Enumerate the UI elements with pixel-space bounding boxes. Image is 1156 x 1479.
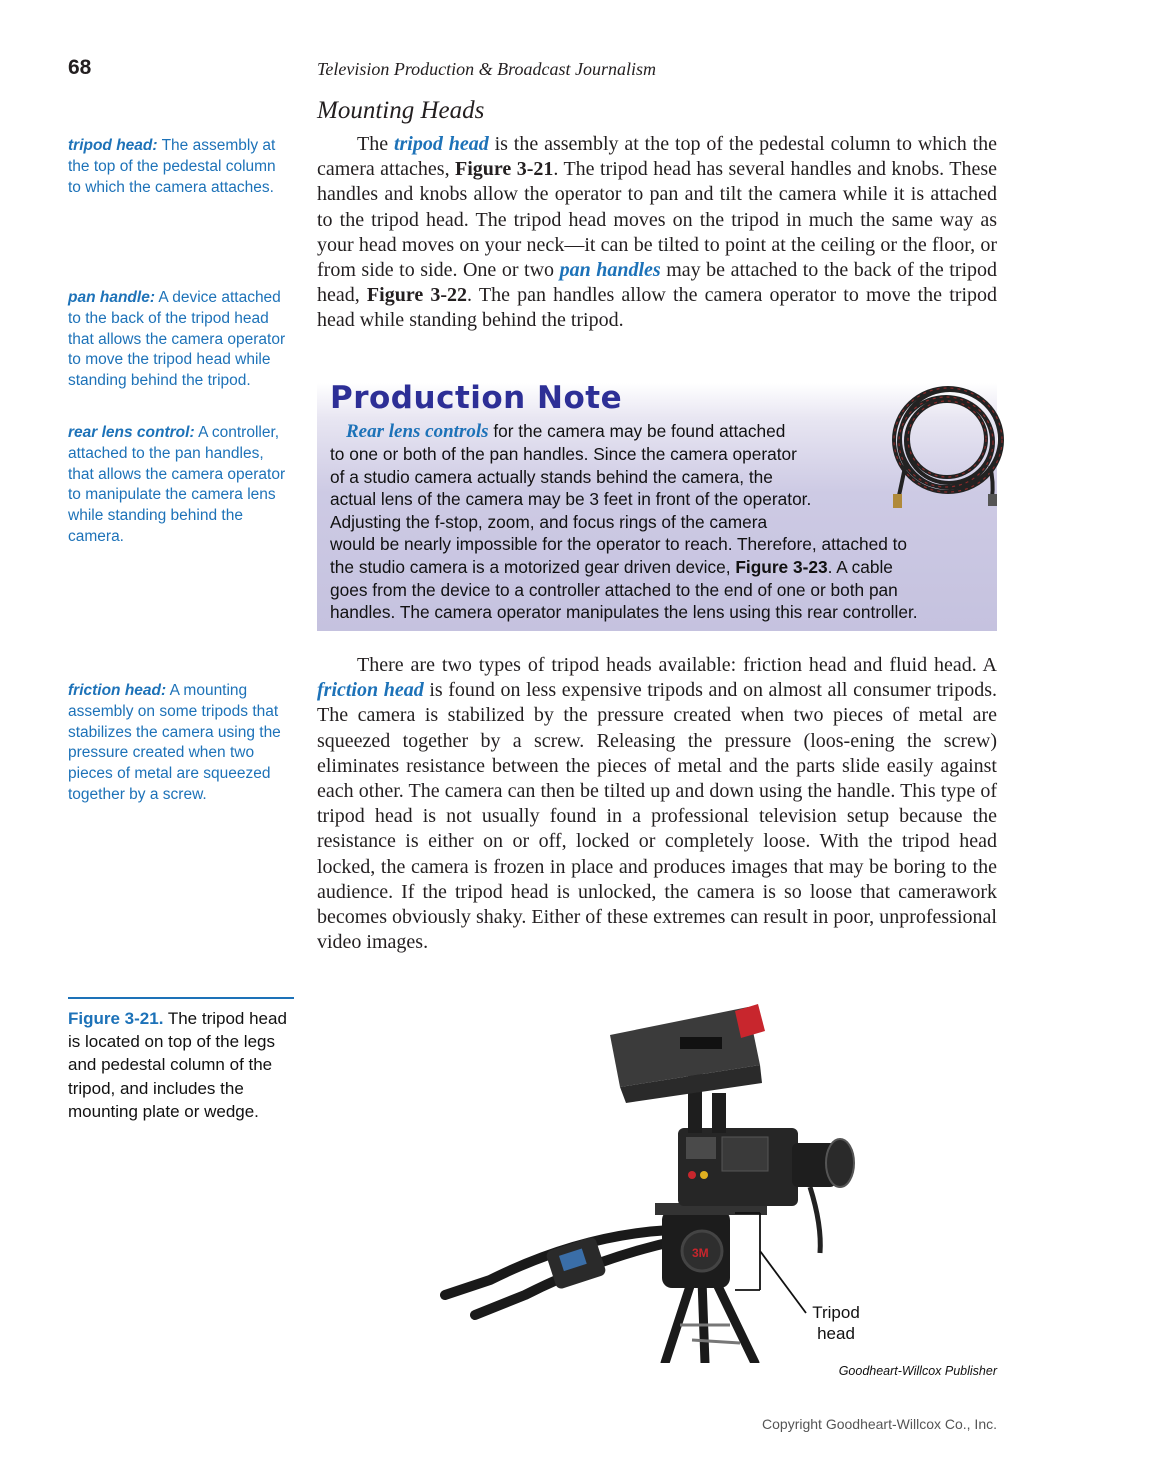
term-tripod-head: tripod head	[393, 133, 489, 155]
paragraph-mounting-heads	[317, 132, 997, 334]
note-line: handles. The camera operator manipulates the lens using this rear controller.	[330, 602, 918, 623]
figure-label: Figure 3-21.	[68, 1009, 164, 1028]
paragraph-text: . The pan handles allow the camera operator to move the tripod head while standing behind the tripod.	[317, 284, 997, 332]
camera-on-tripod-photo	[430, 995, 870, 1363]
note-line: actual lens of the camera may be 3 feet in front of the operator.	[330, 489, 812, 510]
note-line	[330, 556, 990, 579]
figure-caption-rule	[68, 997, 294, 999]
glossary-term: pan handle:	[68, 289, 155, 306]
paragraph-text: is found on less expensive tripods and on almost all consumer tripods. The camera is stabilized by the pressure created when two pieces of metal are squeezed together by a screw. Releasing the pressure (loos-ening the screw) eliminates resistance between the pieces of metal and the parts slide easily against each other. The camera can then be tilted up and down using the handle. This type of tripod head is not usually found in a professional television setup because the resistance is either on or off, locked or completely loose. With the tripod head locked, the camera is frozen in place and produces images that may be boring to the audience. If the tripod head is unlocked, the camera is so loose that camerawork becomes obviously shaky. Either of these extremes can result in poor, unprofessional video images.	[317, 679, 997, 954]
copyright-footer: Copyright Goodheart-Willcox Co., Inc.	[762, 1416, 997, 1432]
production-note-title: Production Note	[330, 380, 623, 416]
glossary-term: friction head:	[68, 682, 167, 699]
glossary-term: rear lens control:	[68, 424, 195, 441]
callout-line: head	[817, 1324, 855, 1343]
paragraph-text: There are two types of tripod heads available: friction head and fluid head. A	[357, 654, 997, 676]
paragraph-tripod-head-types	[317, 653, 997, 955]
production-note-text	[330, 420, 990, 624]
note-line-text: the studio camera is a motorized gear driven device,	[330, 556, 736, 577]
glossary-pan-handle	[68, 288, 286, 392]
section-heading: Mounting Heads	[317, 97, 485, 124]
svg-text:3M: 3M	[692, 1246, 709, 1260]
note-line: goes from the device to a controller attached to the end of one or both pan	[330, 579, 898, 600]
paragraph-text: . The tripod head has several handles and knobs. These handles and knobs allow the operator to pan and tilt the camera while it is attached to the tripod head. The tripod head moves on the tripod in much the same way as your head moves on your neck—it can be tilted to point at the ceiling or the floor, or from side to side. One or two	[317, 158, 997, 282]
paragraph-text: The	[357, 133, 394, 155]
term-rear-lens-controls: Rear lens controls	[346, 421, 489, 442]
glossary-rear-lens-control	[68, 423, 286, 548]
paragraph-text: may be attached to the back of the tripod head,	[317, 259, 997, 307]
figure-caption	[68, 1007, 294, 1123]
glossary-term: tripod head:	[68, 137, 158, 154]
note-line: of a studio camera actually stands behind the camera, the	[330, 466, 773, 487]
glossary-definition: A device attached to the back of the tripod head that allows the camera operator to move the tripod head while standing behind the tripod.	[68, 289, 286, 390]
note-line: would be nearly impossible for the operator to reach. Therefore, attached to	[330, 534, 908, 555]
glossary-friction-head	[68, 681, 286, 806]
paragraph-text: is the assembly at the top of the pedestal column to which the camera attaches,	[317, 133, 997, 181]
figure-ref-3-22: Figure 3-22	[366, 284, 468, 307]
term-friction-head: friction head	[317, 679, 424, 702]
note-line	[330, 420, 990, 443]
note-line: to one or both of the pan handles. Since the camera operator	[330, 444, 797, 464]
note-line-text: . A cable	[827, 556, 893, 577]
glossary-definition: A mounting assembly on some tripods that stabilizes the camera using the pressure created when two pieces of metal are squeezed together by a screw.	[68, 682, 281, 803]
note-line: Adjusting the f-stop, zoom, and focus rings of the camera	[330, 511, 768, 532]
figure-caption-text: The tripod head is located on top of the legs and pedestal column of the tripod, and includes the mounting plate or wedge.	[68, 1009, 287, 1121]
term-pan-handles: pan handles	[559, 259, 661, 282]
note-line-text: for the camera may be found attached	[488, 421, 786, 441]
glossary-tripod-head	[68, 136, 286, 198]
figure-ref-3-23: Figure 3-23	[735, 556, 828, 577]
glossary-definition: The assembly at the top of the pedestal column to which the camera attaches.	[68, 137, 276, 196]
photo-credit: Goodheart-Willcox Publisher	[838, 1364, 997, 1378]
tripod-head-callout	[806, 1302, 866, 1344]
running-head: Television Production & Broadcast Journalism	[317, 59, 656, 79]
figure-ref-3-21: Figure 3-21	[455, 158, 554, 181]
callout-line: Tripod	[812, 1303, 860, 1322]
glossary-definition: A controller, attached to the pan handles, that allows the camera operator to manipulate the camera lens while standing behind the camera.	[68, 424, 286, 545]
page-number: 68	[68, 56, 92, 79]
